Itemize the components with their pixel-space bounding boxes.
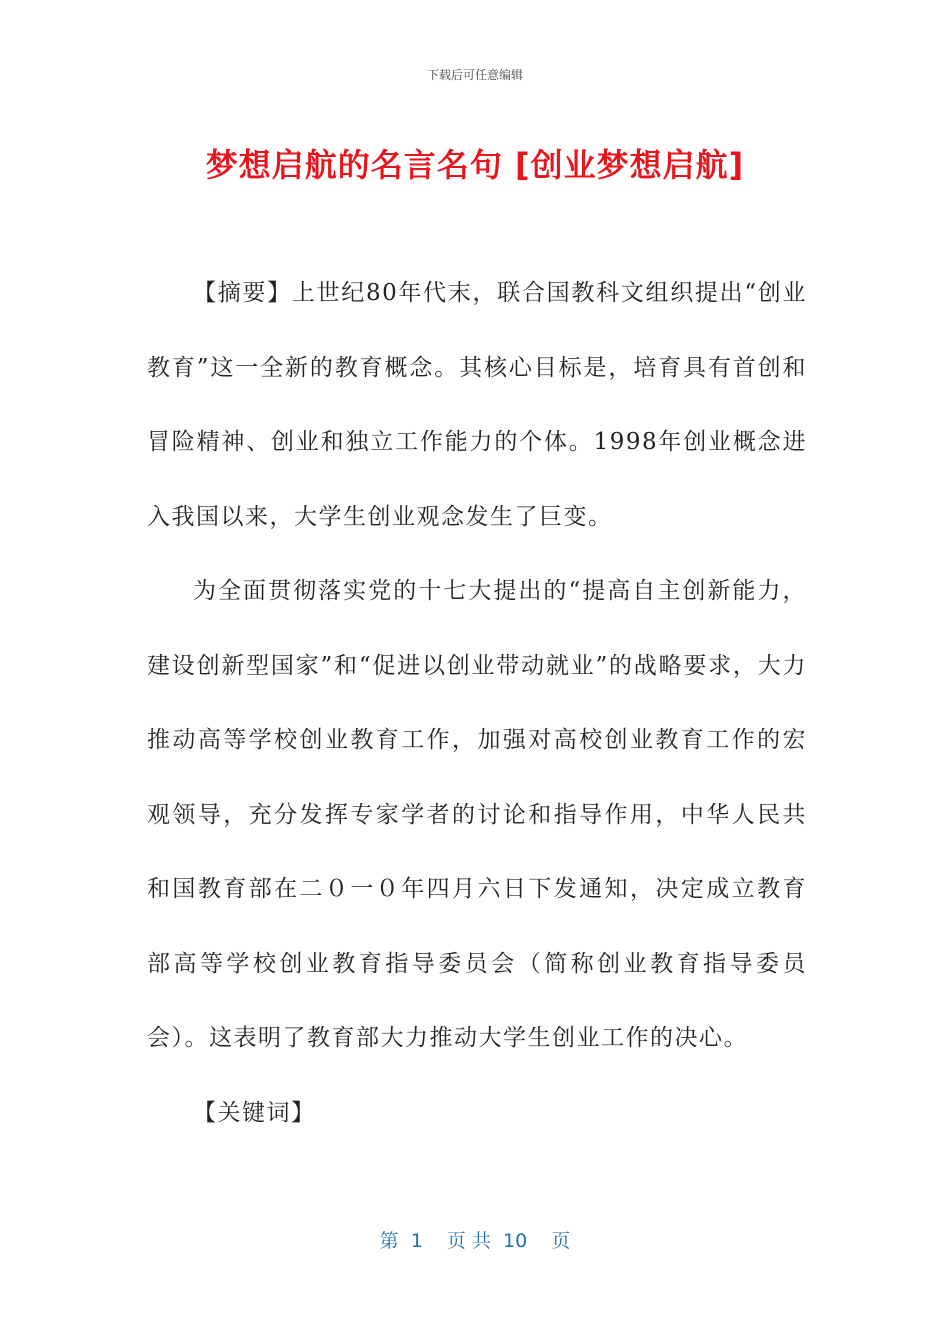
- abstract-paragraph: 【摘要】上世纪80年代末，联合国教科文组织提出“创业教育”这一全新的教育概念。其核心目标是，培育具有首创和冒险精神、创业和独立工作能力的个体。1998年创业概念进入我国以来，大学生创业观念发生了巨变。: [147, 280, 807, 530]
- keywords-heading: 【关键词】: [193, 1099, 316, 1126]
- body-paragraph: 为全面贯彻落实党的十七大提出的“提高自主创新能力，建设创新型国家”和“促进以创业带动就业”的战略要求，大力推动高等学校创业教育工作，加强对高校创业教育工作的宏观领导，充分发挥专家学者的讨论和指导作用，中华人民共和国教育部在二０一０年四月六日下发通知，决定成立教育部高等学校创业教育指导委员会（简称创业教育指导委员会）。这表明了教育部大力推动大学生创业工作的决心。: [147, 578, 807, 1051]
- header-note: 下载后可任意编辑: [426, 68, 523, 82]
- page-number-footer: 第 1 页 共 10 页: [379, 1230, 571, 1252]
- body-text: [147, 256, 807, 1150]
- page-title: 梦想启航的名言名句 [创业梦想启航]: [205, 146, 745, 184]
